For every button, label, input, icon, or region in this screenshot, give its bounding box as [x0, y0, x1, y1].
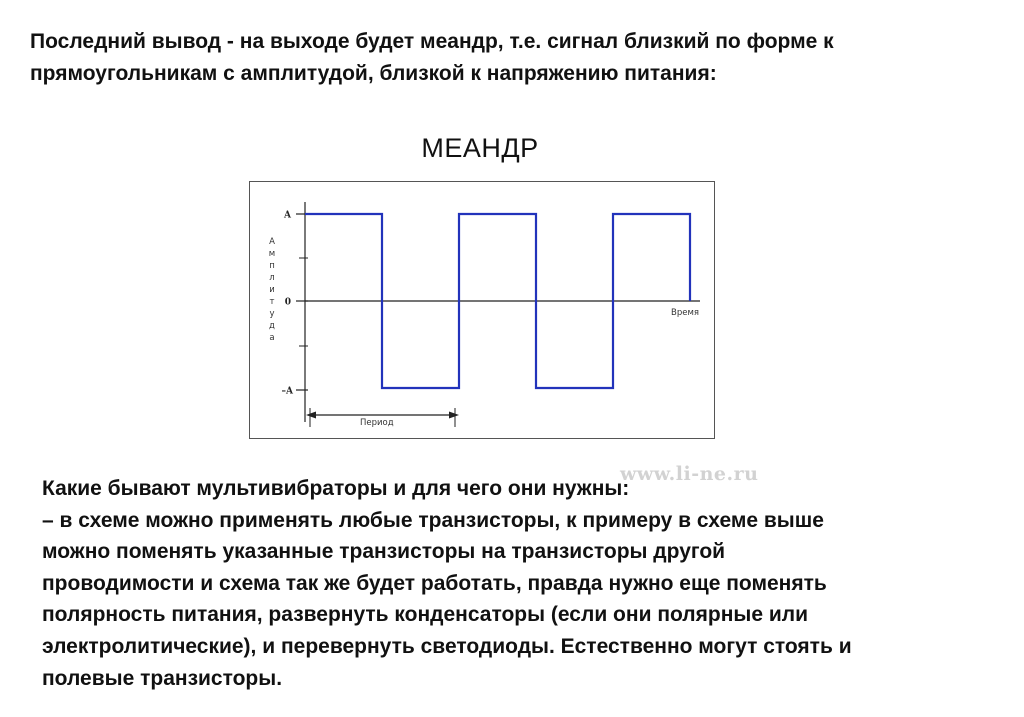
body-heading: Какие бывают мультивибраторы и для чего они нужны: — [42, 477, 630, 500]
period-arrow-left — [306, 412, 316, 419]
y-axis-label-letter: а — [269, 333, 275, 343]
y-axis-label-letter: л — [269, 273, 275, 283]
y-axis-label-letter: у — [269, 309, 275, 319]
body-line-4: полярность питания, развернуть конденсаторы (если они полярные или — [42, 603, 809, 627]
intro-line-2: прямоугольникам с амплитудой, близкой к напряжению питания: — [30, 62, 717, 85]
y-axis-label-letter: и — [269, 285, 275, 295]
y-axis-label-letter: м — [268, 249, 276, 259]
intro-text — [30, 26, 990, 90]
period-label: Период — [360, 418, 394, 428]
body-text — [42, 473, 1007, 694]
diagram-title: МЕАНДР — [421, 133, 539, 163]
x-axis-label: Время — [671, 308, 699, 318]
body-line-6: полевые транзисторы. — [42, 666, 283, 690]
body-line-3: проводимости и схема так же будет работать, правда нужно еще поменять — [42, 571, 827, 595]
meander-diagram — [249, 181, 715, 439]
y-axis-label — [269, 237, 275, 343]
y-axis-label-letter: д — [269, 321, 275, 331]
y-axis-label-letter: т — [269, 297, 275, 307]
body-line-1: – в схеме можно применять любые транзисторы, к примеру в схеме выше — [42, 508, 824, 532]
meander-svg — [250, 182, 714, 438]
body-line-2: можно поменять указанные транзисторы на транзисторы другой — [42, 540, 726, 564]
intro-line-1: Последний вывод - на выходе будет меандр, т.е. сигнал близкий по форме к — [30, 30, 834, 53]
watermark: www.li-ne.ru — [620, 463, 759, 485]
tick-label-a: A — [284, 210, 291, 221]
period-arrow-right — [449, 412, 459, 419]
tick-label-zero: 0 — [284, 297, 291, 308]
body-line-5: электролитические), и перевернуть светодиоды. Естественно могут стоять и — [42, 634, 852, 658]
tick-label-minus-a: –A — [281, 386, 293, 397]
y-axis-label-letter: А — [269, 237, 275, 247]
y-axis-label-letter: п — [269, 261, 275, 271]
